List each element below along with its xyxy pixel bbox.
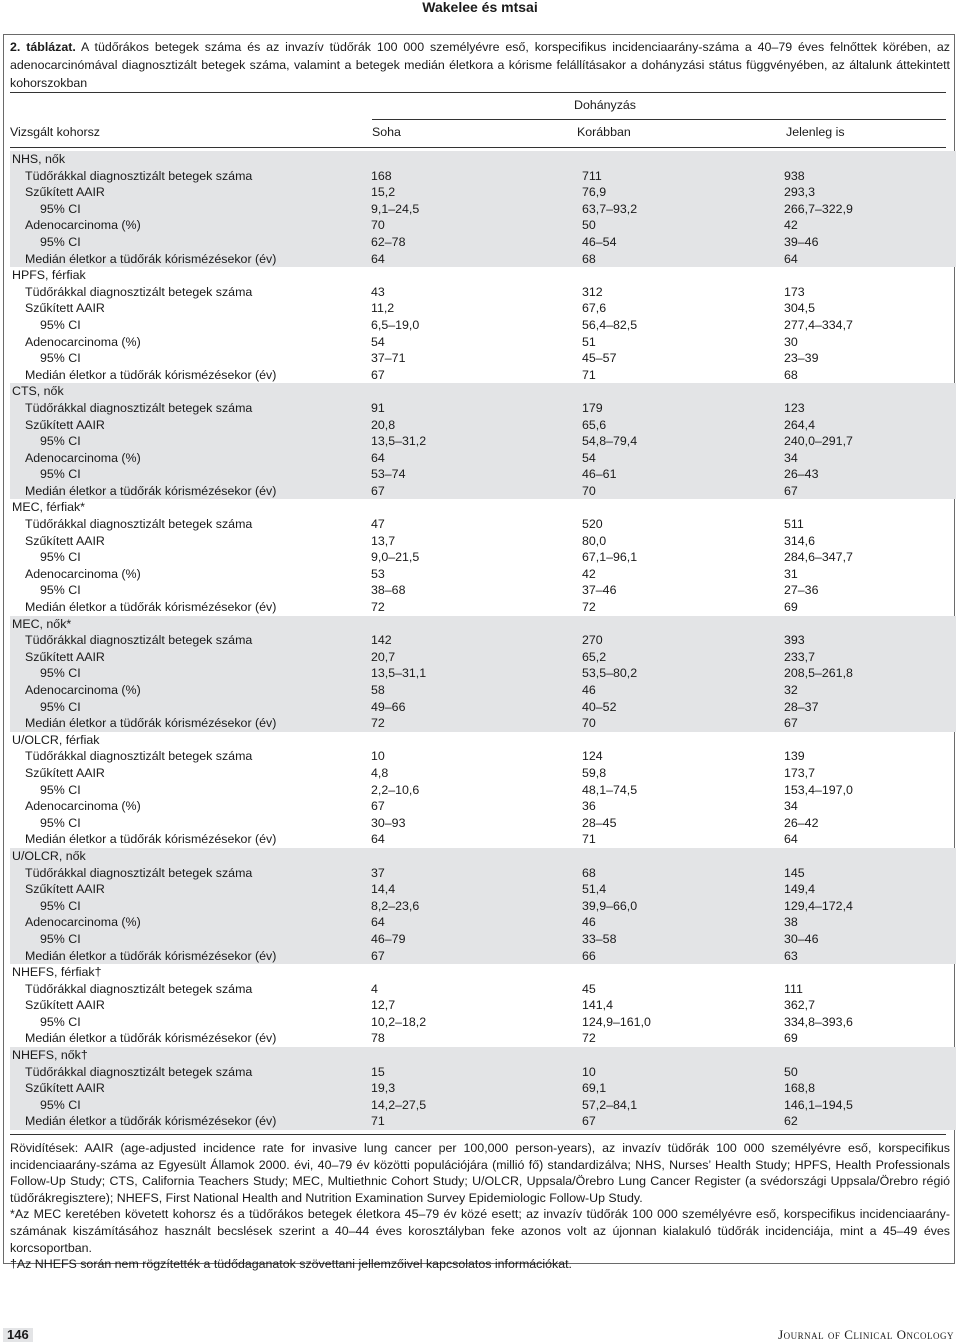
cell-never: 30–93 [371,815,406,830]
footnote-nhefs: †Az NHEFS során nem rögzítették a tüdődaganatok szövettani jellemzőivel kapcsolatos információkat. [10,1257,572,1272]
cell-never: 37 [371,865,385,880]
cell-former: 76,9 [582,185,607,200]
cell-former: 67 [582,1114,596,1129]
cell-current: 23–39 [784,351,819,366]
table-row [10,898,956,915]
table-row [10,682,956,699]
row-label: Medián életkor a tüdőrák kórismézésekor (év) [25,483,277,498]
cell-former: 46–61 [582,467,617,482]
cell-current: 69 [784,600,798,615]
cell-never: 62–78 [371,234,406,249]
table-row [10,948,956,965]
column-header-former: Korábban [577,125,631,139]
cohort-label: CTS, nők [12,384,64,399]
cell-former: 45 [582,981,596,996]
cell-former: 37–46 [582,583,617,598]
table-row [10,699,956,716]
column-header-rule [10,147,946,148]
table-row [10,300,956,317]
cell-never: 10 [371,749,385,764]
table-caption-lead: 2. táblázat. [10,40,76,54]
row-label: Adenocarcinoma (%) [25,450,141,465]
cell-current: 938 [784,168,805,183]
column-header-cohort: Vizsgált kohorsz [10,125,100,139]
table-row [10,483,956,500]
cell-current: 64 [784,251,798,266]
cell-current: 153,4–197,0 [784,782,853,797]
cell-never: 4 [371,981,378,996]
row-label: 95% CI [40,898,81,913]
cell-former: 48,1–74,5 [582,782,638,797]
row-label: Szűkített AAIR [25,649,105,664]
table-row [10,665,956,682]
column-header-current: Jelenleg is [786,125,845,139]
row-label: Adenocarcinoma (%) [25,218,141,233]
cell-former: 520 [582,517,603,532]
cell-never: 64 [371,450,385,465]
cell-former: 46 [582,915,596,930]
row-label: 95% CI [40,317,81,332]
cell-current: 111 [784,981,803,996]
row-label: Medián életkor a tüdőrák kórismézésekor (év) [25,251,277,266]
table-row [10,582,956,599]
table-row [10,533,956,550]
cell-never: 20,8 [371,417,396,432]
table-row [10,367,956,384]
cell-never: 67 [371,367,385,382]
cohort-label: U/OLCR, nők [12,848,86,863]
cell-never: 14,2–27,5 [371,1097,427,1112]
cell-former: 40–52 [582,699,617,714]
cell-former: 68 [582,865,596,880]
cell-current: 264,4 [784,417,816,432]
cohort-label: HPFS, férfiak [12,268,86,283]
cell-former: 70 [582,483,596,498]
row-label: Tüdőrákkal diagnosztizált betegek száma [25,865,253,880]
table-row [10,649,956,666]
cohort-row [10,964,956,981]
cell-current: 284,6–347,7 [784,550,853,565]
cell-never: 71 [371,1114,385,1129]
cohort-label: NHS, nők [12,152,66,166]
cell-former: 50 [582,218,596,233]
row-label: Tüdőrákkal diagnosztizált betegek száma [25,633,253,648]
cell-current: 145 [784,865,805,880]
table-row [10,914,956,931]
cell-former: 72 [582,600,596,615]
cell-current: 64 [784,832,798,847]
row-label: 95% CI [40,1097,81,1112]
cell-current: 304,5 [784,301,816,316]
table-row [10,433,956,450]
cell-current: 32 [784,683,798,697]
cell-former: 70 [582,716,596,731]
cell-current: 38 [784,915,798,930]
cohort-row [10,383,956,400]
group-header-rule [372,119,946,120]
row-label: Medián életkor a tüdőrák kórismézésekor (év) [25,1114,277,1129]
row-label: Szűkített AAIR [25,882,105,897]
table-row [10,168,956,185]
row-label: Tüdőrákkal diagnosztizált betegek száma [25,517,253,532]
row-label: Adenocarcinoma (%) [25,915,141,930]
cell-current: 30 [784,334,798,349]
row-label: 95% CI [40,666,81,681]
cell-never: 43 [371,284,385,299]
cohort-row [10,616,956,633]
cell-current: 69 [784,1031,798,1046]
cell-never: 72 [371,600,385,615]
footnote-abbreviations: Rövidítések: AAIR (age-adjusted incidence rate for invasive lung cancer per 100,000 person-years), az invazív tüdőrák 100 000 személyévre eső, korspecifikus incidenciaarány-száma az Egyesült Államok 2000. évi, 40–79 év közötti populációjára (millió fő) standardizálva; NHS, Nurses’ Health Study; HPFS, Health Professionals Follow-Up Study; CTS, California Teachers Study; MEC, Multiethnic Cohort Study; U/OLCR, Uppsala/Örebro Lung Cancer Register (a svédországi Uppsala/Örebro régió tüdőrákregisztere); NHEFS, First National Health and Nutrition Examination Survey Epidemiologic Follow-Up Study. [10,1141,950,1205]
cell-former: 54,8–79,4 [582,434,638,449]
table-row [10,599,956,616]
cell-current: 123 [784,400,805,415]
table-row [10,251,956,268]
cell-former: 36 [582,799,596,814]
page-number: 146 [3,1328,33,1342]
cell-current: 67 [784,483,798,498]
row-label: Medián életkor a tüdőrák kórismézésekor (év) [25,832,277,847]
cell-never: 142 [371,633,392,648]
cell-former: 10 [582,1064,596,1079]
cohort-label: MEC, férfiak* [12,500,85,515]
cell-never: 38–68 [371,583,406,598]
cell-former: 65,6 [582,417,607,432]
cell-former: 124,9–161,0 [582,1014,651,1029]
cell-current: 67 [784,716,798,731]
table-row [10,798,956,815]
table-row [10,815,956,832]
cell-never: 6,5–19,0 [371,317,420,332]
row-label: 95% CI [40,931,81,946]
cell-former: 59,8 [582,765,607,780]
table-row [10,782,956,799]
row-label: Szűkített AAIR [25,998,105,1013]
cell-former: 80,0 [582,533,607,548]
cohort-label: MEC, nők* [12,616,72,631]
row-label: Szűkített AAIR [25,533,105,548]
table-row [10,981,956,998]
cell-never: 49–66 [371,699,406,714]
cell-former: 46 [582,683,596,697]
cohort-label: NHEFS, férfiak† [12,965,102,980]
footnote-mec: *Az MEC keretében követett kohorsz és a tüdőrákos betegek életkora 45–79 év közé esett; az invazív tüdőrák 100 000 személyévre eső, korspecifikus incidenciaarány-számának kiszámításához használt becslések szerint a 40–44 éves korosztályban feke azonos volt az újonnan kialakuló tüdőrák incidenciája, mint a 45–49 éves korcsoportban. [10,1207,950,1255]
cell-current: 39–46 [784,234,819,249]
cell-current: 63 [784,948,798,963]
running-header: Wakelee és mtsai [422,0,538,15]
row-label: Medián életkor a tüdőrák kórismézésekor (év) [25,716,277,731]
cell-current: 334,8–393,6 [784,1014,853,1029]
cell-current: 34 [784,450,798,465]
footnotes [10,1140,950,1273]
cell-former: 72 [582,1031,596,1046]
table-row [10,1014,956,1031]
cell-former: 39,9–66,0 [582,898,638,913]
cell-former: 71 [582,832,596,847]
table-row [10,632,956,649]
row-label: Szűkített AAIR [25,1081,105,1096]
cell-former: 312 [582,284,603,299]
cell-former: 54 [582,450,596,465]
cell-current: 362,7 [784,998,816,1013]
cell-never: 67 [371,948,385,963]
row-label: 95% CI [40,201,81,216]
cell-current: 208,5–261,8 [784,666,853,681]
cell-current: 314,6 [784,533,816,548]
cell-former: 65,2 [582,649,607,664]
table-row [10,217,956,234]
cell-never: 58 [371,683,385,697]
cell-current: 62 [784,1114,798,1129]
cell-never: 47 [371,517,385,532]
table-row [10,466,956,483]
cell-current: 26–43 [784,467,819,482]
journal-name: Journal of Clinical Oncology [778,1327,954,1342]
cell-never: 37–71 [371,351,406,366]
cell-never: 10,2–18,2 [371,1014,427,1029]
cell-former: 711 [582,168,602,183]
row-label: Medián életkor a tüdőrák kórismézésekor (év) [25,367,277,382]
cell-former: 33–58 [582,931,617,946]
cell-current: 129,4–172,4 [784,898,853,913]
cell-current: 28–37 [784,699,819,714]
cell-current: 50 [784,1064,798,1079]
table-row [10,1113,956,1130]
cell-never: 67 [371,799,385,814]
cell-former: 42 [582,566,596,581]
row-label: 95% CI [40,583,81,598]
table-row [10,450,956,467]
cell-never: 12,7 [371,998,396,1013]
cell-never: 64 [371,251,385,266]
cell-current: 26–42 [784,815,819,830]
table-caption [10,38,950,92]
cell-current: 293,3 [784,185,816,200]
row-label: Adenocarcinoma (%) [25,683,141,697]
table-row [10,765,956,782]
cell-current: 511 [784,517,804,532]
cell-never: 14,4 [371,882,396,897]
table-row [10,715,956,732]
row-label: Adenocarcinoma (%) [25,334,141,349]
row-label: 95% CI [40,467,81,482]
cell-never: 15,2 [371,185,396,200]
row-label: Szűkített AAIR [25,185,105,200]
cohort-row [10,267,956,284]
table-row [10,334,956,351]
table-row [10,549,956,566]
row-label: Adenocarcinoma (%) [25,566,141,581]
row-label: 95% CI [40,351,81,366]
cell-current: 168,8 [784,1081,816,1096]
cell-current: 277,4–334,7 [784,317,853,332]
table-row [10,350,956,367]
table-row [10,566,956,583]
table-row [10,881,956,898]
table-row [10,1030,956,1047]
table-row [10,516,956,533]
cell-never: 13,5–31,1 [371,666,427,681]
cell-never: 2,2–10,6 [371,782,420,797]
cohort-row [10,848,956,865]
row-label: Tüdőrákkal diagnosztizált betegek száma [25,749,253,764]
cell-former: 71 [582,367,596,382]
row-label: 95% CI [40,434,81,449]
row-label: Tüdőrákkal diagnosztizált betegek száma [25,1064,253,1079]
cell-former: 141,4 [582,998,614,1013]
cell-current: 266,7–322,9 [784,201,853,216]
row-label: Szűkített AAIR [25,301,105,316]
cell-current: 393 [784,633,805,648]
cell-current: 240,0–291,7 [784,434,853,449]
cell-current: 173 [784,284,805,299]
row-label: Szűkített AAIR [25,765,105,780]
cell-current: 34 [784,799,798,814]
cohort-row [10,1047,956,1064]
table-row [10,317,956,334]
row-label: Medián életkor a tüdőrák kórismézésekor (év) [25,600,277,615]
table-row [10,417,956,434]
table-row [10,831,956,848]
cell-former: 69,1 [582,1081,607,1096]
row-label: Tüdőrákkal diagnosztizált betegek száma [25,284,253,299]
table-row [10,1097,956,1114]
table-row [10,234,956,251]
cell-current: 30–46 [784,931,819,946]
cell-former: 66 [582,948,596,963]
table-row [10,931,956,948]
group-header: Dohányzás [574,98,636,112]
table-row [10,865,956,882]
cell-never: 78 [371,1031,385,1046]
cell-current: 42 [784,218,798,233]
cell-current: 31 [784,566,798,581]
row-label: 95% CI [40,699,81,714]
cell-never: 168 [371,168,392,183]
table-row [10,997,956,1014]
cell-former: 53,5–80,2 [582,666,638,681]
row-label: Medián életkor a tüdőrák kórismézésekor (év) [25,948,277,963]
cell-current: 27–36 [784,583,819,598]
column-header-never: Soha [372,125,401,139]
cell-never: 9,0–21,5 [371,550,420,565]
cell-former: 63,7–93,2 [582,201,638,216]
row-label: Medián életkor a tüdőrák kórismézésekor (év) [25,1031,277,1046]
table-row [10,400,956,417]
cell-former: 51,4 [582,882,607,897]
cell-never: 91 [371,400,385,415]
cell-current: 146,1–194,5 [784,1097,853,1112]
cell-current: 139 [784,749,805,764]
cohort-row [10,732,956,749]
cell-current: 68 [784,367,798,382]
cell-never: 20,7 [371,649,396,664]
table-row [10,1080,956,1097]
table-body [10,151,956,1130]
cell-never: 9,1–24,5 [371,201,420,216]
cell-never: 72 [371,716,385,731]
cell-never: 70 [371,218,385,233]
cell-former: 67,6 [582,301,607,316]
row-label: Adenocarcinoma (%) [25,799,141,814]
table-bottom-rule [10,1134,946,1135]
row-label: Szűkített AAIR [25,417,105,432]
cell-never: 64 [371,832,385,847]
row-label: 95% CI [40,234,81,249]
cohort-row [10,151,956,168]
cell-never: 53–74 [371,467,406,482]
cell-never: 15 [371,1064,385,1079]
row-label: 95% CI [40,782,81,797]
cell-former: 28–45 [582,815,617,830]
cell-former: 57,2–84,1 [582,1097,638,1112]
row-label: Tüdőrákkal diagnosztizált betegek száma [25,981,253,996]
table-row [10,184,956,201]
row-label: Tüdőrákkal diagnosztizált betegek száma [25,400,253,415]
cell-never: 8,2–23,6 [371,898,420,913]
cell-current: 233,7 [784,649,816,664]
row-label: Tüdőrákkal diagnosztizált betegek száma [25,168,253,183]
cell-former: 45–57 [582,351,617,366]
table-row [10,748,956,765]
cohort-label: U/OLCR, férfiak [12,732,100,747]
cell-former: 46–54 [582,234,617,249]
cell-former: 179 [582,400,603,415]
cohort-row [10,499,956,516]
cell-never: 13,7 [371,533,396,548]
cell-never: 67 [371,483,385,498]
cell-never: 13,5–31,2 [371,434,427,449]
cell-never: 19,3 [371,1081,396,1096]
cell-never: 11,2 [371,301,395,316]
table-row [10,1064,956,1081]
table-row [10,201,956,218]
cell-current: 149,4 [784,882,816,897]
cell-former: 270 [582,633,603,648]
cell-former: 56,4–82,5 [582,317,638,332]
cell-never: 53 [371,566,385,581]
cell-never: 4,8 [371,765,389,780]
row-label: 95% CI [40,550,81,565]
cell-never: 54 [371,334,385,349]
row-label: 95% CI [40,1014,81,1029]
table-caption-text: A tüdőrákos betegek száma és az invazív tüdőrák 100 000 személyévre eső, korspecifikus incidenciaarány-száma a 40–79 éves felnőttek körében, az adenocarcinómával diagnosztizált betegek száma, valamint a betegek medián életkora a kórisme felállításakor a dohányzási státus függvényében, az általunk áttekintett kohorszokban [10,40,950,90]
cell-former: 67,1–96,1 [582,550,638,565]
row-label: 95% CI [40,815,81,830]
caption-rule [10,92,946,93]
cell-never: 46–79 [371,931,406,946]
table-row [10,284,956,301]
cell-never: 64 [371,915,385,930]
cell-former: 68 [582,251,596,266]
cell-former: 124 [582,749,603,764]
cell-current: 173,7 [784,765,816,780]
cohort-label: NHEFS, nők† [12,1048,88,1063]
cell-former: 51 [582,334,596,349]
